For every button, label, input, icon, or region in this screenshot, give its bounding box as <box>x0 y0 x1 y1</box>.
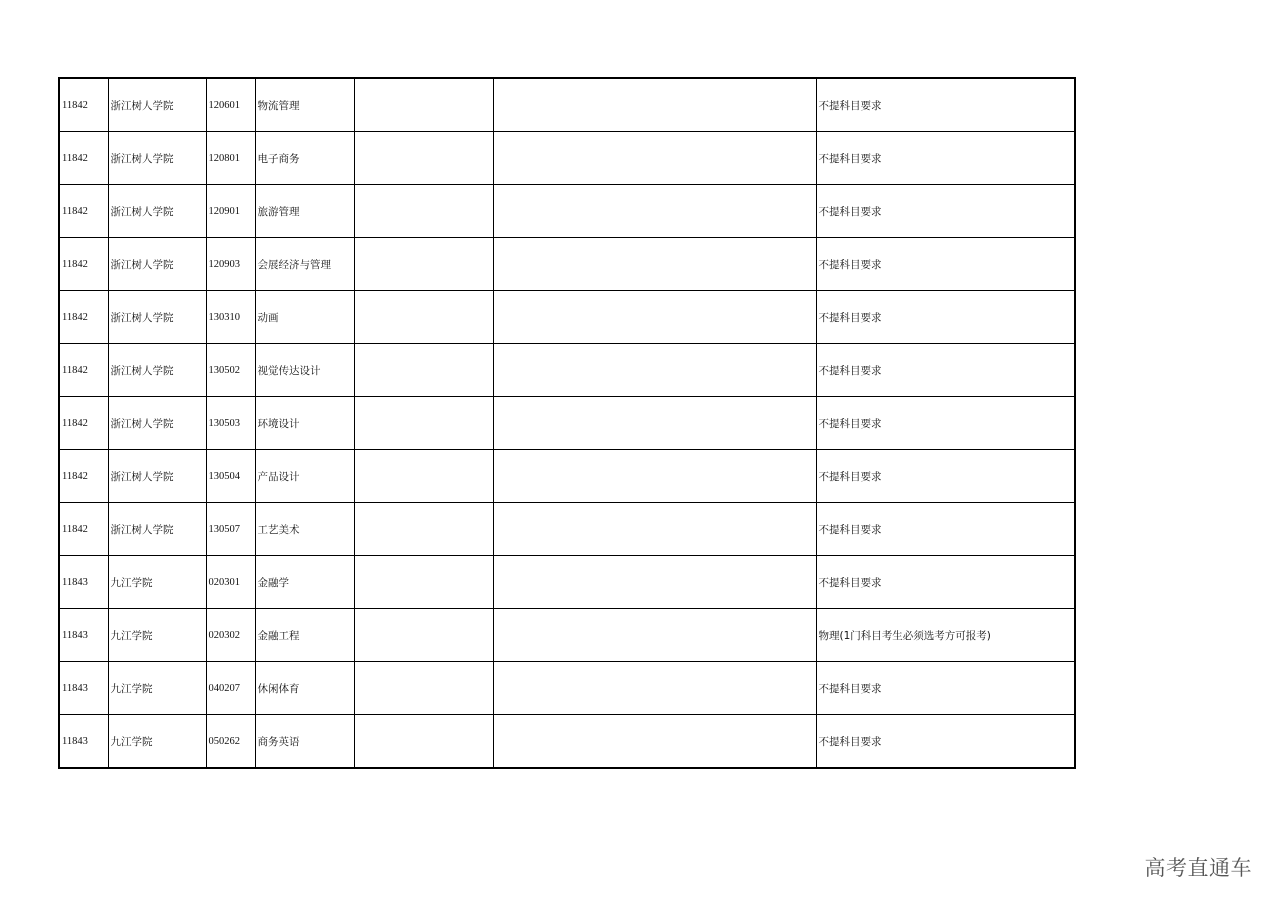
school-code-cell: 11842 <box>59 450 108 503</box>
school-code-cell: 11842 <box>59 185 108 238</box>
table-row <box>59 556 1075 609</box>
school-name-cell: 浙江树人学院 <box>108 450 206 503</box>
major-code-cell: 020302 <box>206 609 255 662</box>
school-name-cell: 九江学院 <box>108 715 206 769</box>
major-name-cell: 旅游管理 <box>255 185 354 238</box>
school-name-cell: 浙江树人学院 <box>108 132 206 185</box>
major-name-cell: 休闲体育 <box>255 662 354 715</box>
school-name-cell: 浙江树人学院 <box>108 238 206 291</box>
major-name-cell: 商务英语 <box>255 715 354 769</box>
blank-cell <box>493 185 816 238</box>
major-code-cell: 120903 <box>206 238 255 291</box>
requirements-table <box>58 77 1076 769</box>
major-name-cell: 物流管理 <box>255 78 354 132</box>
table-row <box>59 238 1075 291</box>
major-name-cell: 会展经济与管理 <box>255 238 354 291</box>
subject-requirement-cell: 不提科目要求 <box>816 715 1075 769</box>
school-name-cell: 浙江树人学院 <box>108 185 206 238</box>
blank-cell <box>354 662 493 715</box>
subject-requirement-cell: 不提科目要求 <box>816 503 1075 556</box>
blank-cell <box>493 503 816 556</box>
table-row <box>59 291 1075 344</box>
table-row <box>59 450 1075 503</box>
major-code-cell: 130503 <box>206 397 255 450</box>
watermark-text: 高考直通车 <box>1144 856 1252 880</box>
blank-cell <box>354 450 493 503</box>
table-row <box>59 662 1075 715</box>
blank-cell <box>493 556 816 609</box>
school-code-cell: 11842 <box>59 132 108 185</box>
school-code-cell: 11842 <box>59 291 108 344</box>
major-name-cell: 金融学 <box>255 556 354 609</box>
blank-cell <box>493 397 816 450</box>
table-row <box>59 78 1075 132</box>
major-name-cell: 动画 <box>255 291 354 344</box>
major-code-cell: 130504 <box>206 450 255 503</box>
school-code-cell: 11842 <box>59 78 108 132</box>
major-code-cell: 020301 <box>206 556 255 609</box>
subject-requirement-cell: 不提科目要求 <box>816 450 1075 503</box>
school-name-cell: 九江学院 <box>108 662 206 715</box>
blank-cell <box>354 132 493 185</box>
major-code-cell: 130502 <box>206 344 255 397</box>
major-name-cell: 电子商务 <box>255 132 354 185</box>
blank-cell <box>493 450 816 503</box>
major-name-cell: 视觉传达设计 <box>255 344 354 397</box>
school-name-cell: 浙江树人学院 <box>108 397 206 450</box>
subject-requirement-cell: 不提科目要求 <box>816 185 1075 238</box>
blank-cell <box>354 185 493 238</box>
school-code-cell: 11843 <box>59 662 108 715</box>
blank-cell <box>354 609 493 662</box>
major-code-cell: 040207 <box>206 662 255 715</box>
subject-requirement-cell: 不提科目要求 <box>816 291 1075 344</box>
subject-requirement-cell: 不提科目要求 <box>816 397 1075 450</box>
table-body <box>59 78 1075 768</box>
blank-cell <box>354 238 493 291</box>
subject-requirement-cell: 不提科目要求 <box>816 556 1075 609</box>
blank-cell <box>493 132 816 185</box>
major-code-cell: 120601 <box>206 78 255 132</box>
blank-cell <box>493 715 816 769</box>
school-name-cell: 九江学院 <box>108 556 206 609</box>
table-row <box>59 132 1075 185</box>
blank-cell <box>354 344 493 397</box>
major-name-cell: 工艺美术 <box>255 503 354 556</box>
major-code-cell: 120901 <box>206 185 255 238</box>
school-code-cell: 11843 <box>59 556 108 609</box>
major-name-cell: 金融工程 <box>255 609 354 662</box>
subject-requirement-cell: 不提科目要求 <box>816 132 1075 185</box>
table-row <box>59 344 1075 397</box>
table-row <box>59 397 1075 450</box>
blank-cell <box>493 238 816 291</box>
blank-cell <box>493 78 816 132</box>
blank-cell <box>354 503 493 556</box>
major-code-cell: 050262 <box>206 715 255 769</box>
subject-requirement-cell: 不提科目要求 <box>816 344 1075 397</box>
blank-cell <box>493 344 816 397</box>
table-row <box>59 609 1075 662</box>
school-name-cell: 浙江树人学院 <box>108 78 206 132</box>
blank-cell <box>354 715 493 769</box>
subject-requirement-cell: 不提科目要求 <box>816 238 1075 291</box>
school-name-cell: 浙江树人学院 <box>108 291 206 344</box>
major-name-cell: 环境设计 <box>255 397 354 450</box>
subject-requirement-cell: 不提科目要求 <box>816 78 1075 132</box>
blank-cell <box>354 291 493 344</box>
school-code-cell: 11843 <box>59 715 108 769</box>
table-row <box>59 185 1075 238</box>
school-code-cell: 11843 <box>59 609 108 662</box>
subject-requirement-cell: 不提科目要求 <box>816 662 1075 715</box>
blank-cell <box>354 397 493 450</box>
blank-cell <box>354 78 493 132</box>
major-name-cell: 产品设计 <box>255 450 354 503</box>
school-name-cell: 浙江树人学院 <box>108 344 206 397</box>
table-row <box>59 503 1075 556</box>
school-name-cell: 九江学院 <box>108 609 206 662</box>
blank-cell <box>493 609 816 662</box>
subject-requirement-cell: 物理(1门科目考生必须选考方可报考) <box>816 609 1075 662</box>
table-row <box>59 715 1075 769</box>
school-code-cell: 11842 <box>59 503 108 556</box>
school-code-cell: 11842 <box>59 238 108 291</box>
blank-cell <box>493 662 816 715</box>
school-name-cell: 浙江树人学院 <box>108 503 206 556</box>
major-code-cell: 130310 <box>206 291 255 344</box>
school-code-cell: 11842 <box>59 397 108 450</box>
blank-cell <box>493 291 816 344</box>
major-code-cell: 120801 <box>206 132 255 185</box>
major-code-cell: 130507 <box>206 503 255 556</box>
blank-cell <box>354 556 493 609</box>
school-code-cell: 11842 <box>59 344 108 397</box>
